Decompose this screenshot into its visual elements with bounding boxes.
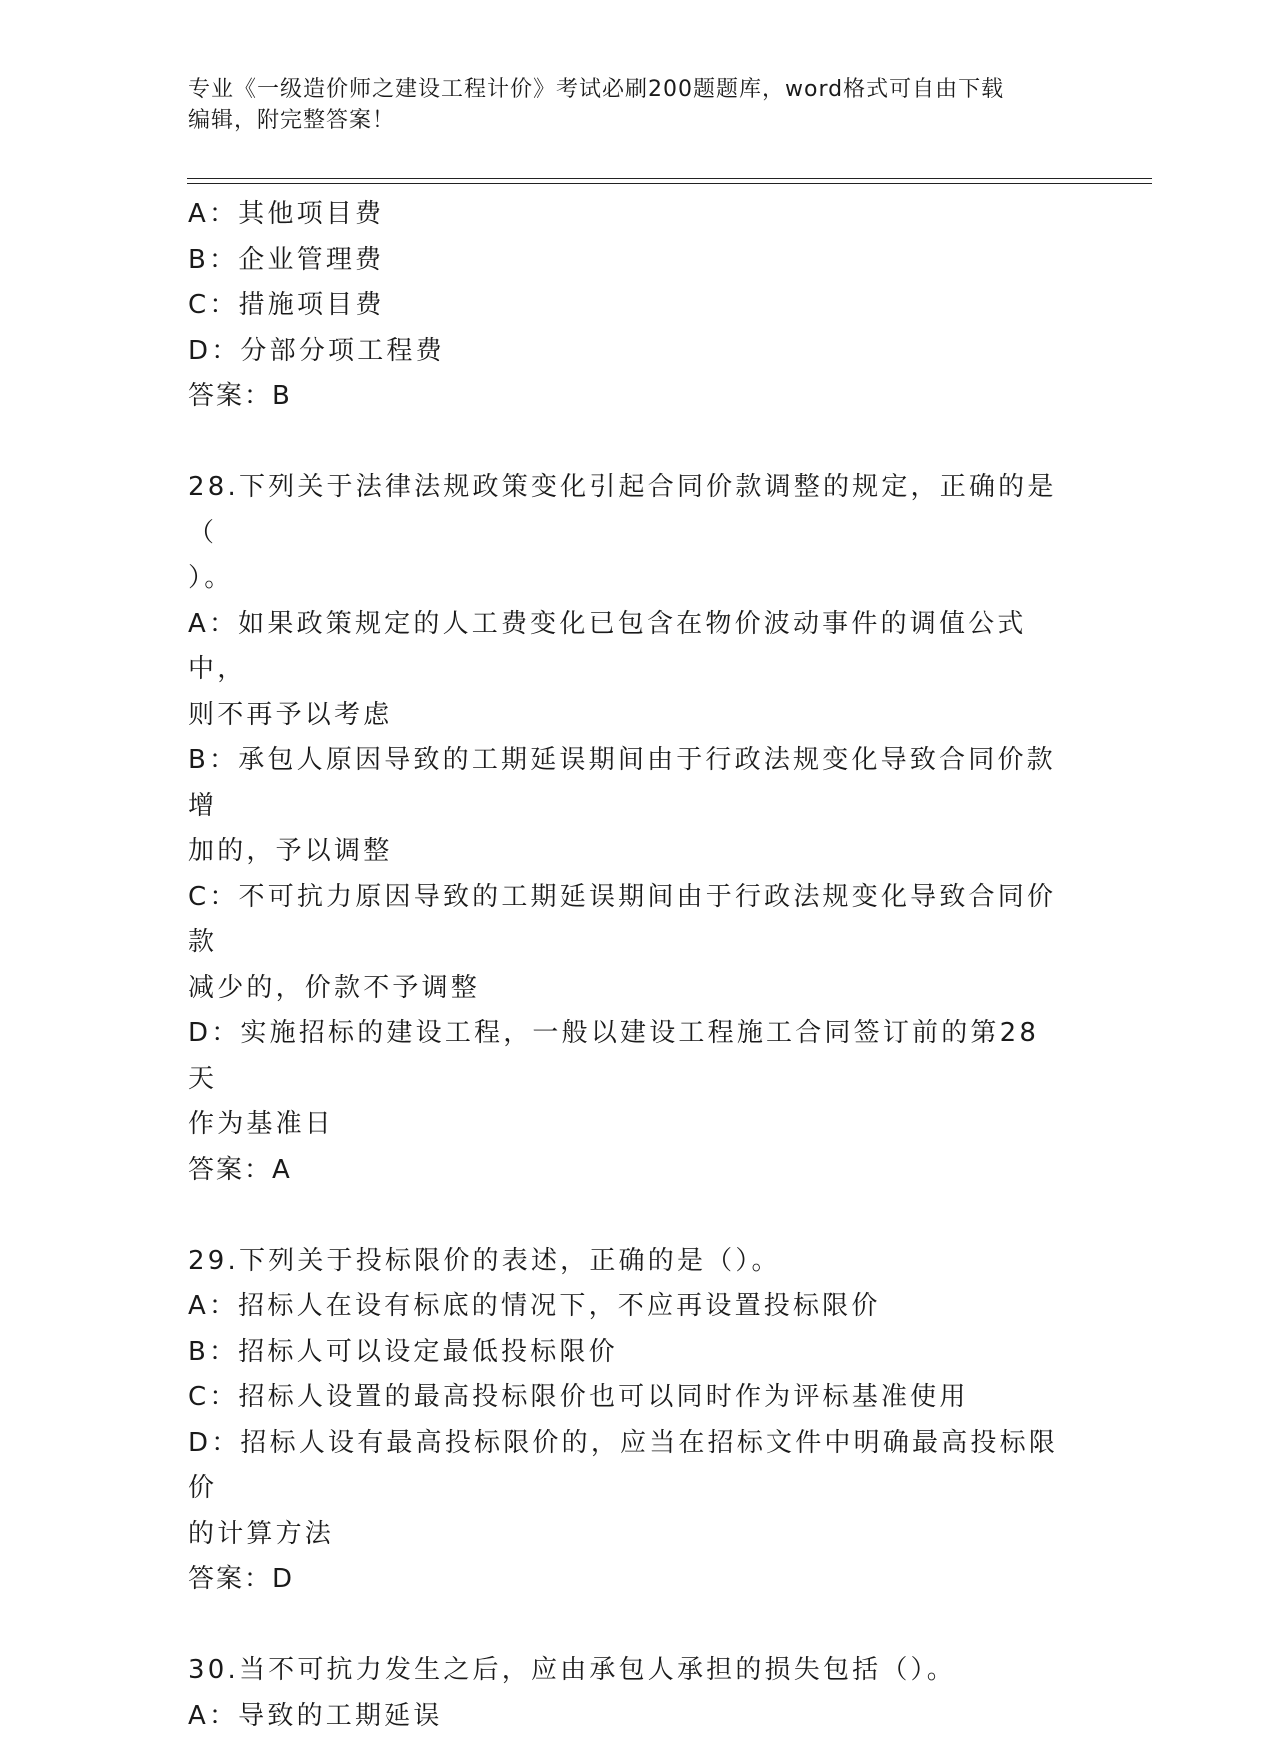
question-27-tail — [188, 192, 1068, 420]
answer: 答案：A — [188, 1148, 1068, 1194]
option-a: A：导致的工期延误 — [188, 1694, 1068, 1739]
option-c: C：招标人设置的最高投标限价也可以同时作为评标基准使用 — [188, 1375, 1068, 1421]
option-c-cont: 减少的，价款不予调整 — [188, 966, 1068, 1012]
question-29 — [188, 1239, 1068, 1603]
option-d: D：分部分项工程费 — [188, 329, 1068, 375]
option-c: C：不可抗力原因导致的工期延误期间由于行政法规变化导致合同价款 — [188, 875, 1068, 966]
option-a: A：其他项目费 — [188, 192, 1068, 238]
document-header — [188, 74, 1068, 136]
spacer — [188, 1603, 1068, 1649]
answer: 答案：D — [188, 1557, 1068, 1603]
question-30 — [188, 1648, 1068, 1739]
answer: 答案：B — [188, 374, 1068, 420]
header-line-2: 编辑，附完整答案！ — [188, 105, 1068, 136]
spacer — [188, 1193, 1068, 1239]
option-d: D：招标人设有最高投标限价的，应当在招标文件中明确最高投标限价 — [188, 1421, 1068, 1512]
option-d: D：实施招标的建设工程，一般以建设工程施工合同签订前的第28天 — [188, 1011, 1068, 1102]
option-b: B：招标人可以设定最低投标限价 — [188, 1330, 1068, 1376]
option-d-cont: 作为基准日 — [188, 1102, 1068, 1148]
option-a: A：如果政策规定的人工费变化已包含在物价波动事件的调值公式中， — [188, 602, 1068, 693]
question-stem: 28.下列关于法律法规政策变化引起合同价款调整的规定，正确的是（ — [188, 465, 1068, 556]
header-divider-bottom — [187, 183, 1152, 184]
option-a: A：招标人在设有标底的情况下，不应再设置投标限价 — [188, 1284, 1068, 1330]
option-b: B：承包人原因导致的工期延误期间由于行政法规变化导致合同价款增 — [188, 738, 1068, 829]
option-c: C：措施项目费 — [188, 283, 1068, 329]
spacer — [188, 420, 1068, 466]
question-stem: 30.当不可抗力发生之后，应由承包人承担的损失包括（）。 — [188, 1648, 1068, 1694]
option-b-cont: 加的，予以调整 — [188, 829, 1068, 875]
header-line-1: 专业《一级造价师之建设工程计价》考试必刷200题题库，word格式可自由下载 — [188, 74, 1068, 105]
question-list — [188, 192, 1068, 1739]
option-d-cont: 的计算方法 — [188, 1512, 1068, 1558]
question-stem: 29.下列关于投标限价的表述，正确的是（）。 — [188, 1239, 1068, 1285]
option-a-cont: 则不再予以考虑 — [188, 693, 1068, 739]
option-b: B：企业管理费 — [188, 238, 1068, 284]
question-stem-cont: ）。 — [188, 556, 1068, 602]
header-divider-top — [187, 178, 1152, 179]
question-28 — [188, 465, 1068, 1193]
